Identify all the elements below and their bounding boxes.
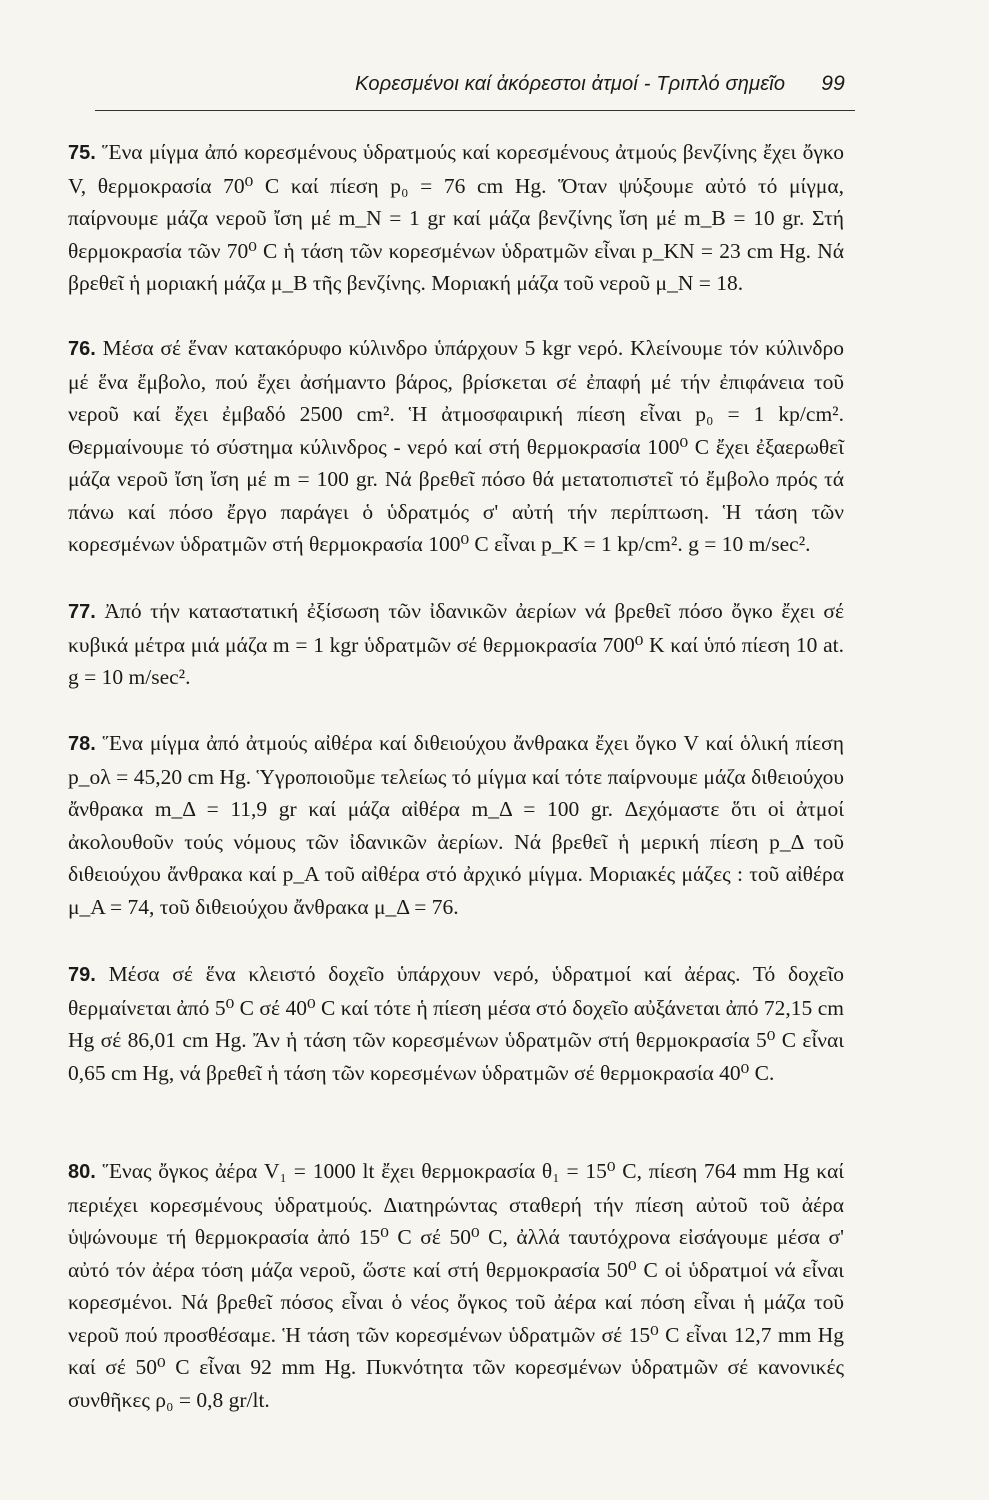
problem-number: 75. — [68, 142, 96, 164]
page-body — [68, 136, 844, 1459]
chapter-title: Κορεσμένοι καί ἀκόρεστοι ἀτμοί - Τριπλό σημεῖο — [355, 73, 786, 95]
problem-77 — [68, 595, 844, 726]
problem-79 — [68, 958, 844, 1154]
header-rule — [95, 110, 855, 111]
problem-text: Ἕνα μίγμα ἀπό ἀτμούς αἰθέρα καί διθειούχου ἄνθρακα ἔχει ὄγκο V καί ὁλική πίεση p_ολ = 45,20 cm Hg. Ὑγροποιοῦμε τελείως τό μίγμα καί τότε παίρνουμε μάζα διθειούχου ἄνθρακα m_Δ = 11,9 gr καί μάζα αἰθέρα m_Δ = 100 gr. Δεχόμαστε ὅτι οἱ ἀτμοί ἀκολουθοῦν τούς νόμους τῶν ἰδανικῶν ἀερίων. Νά βρεθεῖ ἡ μερική πίεση p_Δ τοῦ διθειούχου ἄνθρακα καί p_A τοῦ αἰθέρα στό ἀρχικό μίγμα. Μοριακές μάζες : τοῦ αἰθέρα μ_A = 74, τοῦ διθειούχου ἄνθρακα μ_Δ = 76. — [68, 731, 845, 919]
problem-76 — [68, 332, 844, 594]
problem-text: Ἀπό τήν καταστατική ἐξίσωση τῶν ἰδανικῶν ἀερίων νά βρεθεῖ πόσο ὄγκο ἔχει σέ κυβικά μέτρα μιά μάζα m = 1 kgr ὑδρατμῶν σέ θερμοκρασία 700⁰ K καί ὑπό πίεση 10 at. g = 10 m/sec². — [68, 599, 845, 689]
problem-80 — [68, 1155, 844, 1459]
problem-75 — [68, 136, 844, 331]
problem-78 — [68, 727, 844, 957]
problem-number: 76. — [68, 338, 96, 360]
problem-text: Ἕνα μίγμα ἀπό κορεσμένους ὑδρατμούς καί κορεσμένους ἀτμούς βενζίνης ἔχει ὄγκο V, θερμοκρασία 70⁰ C καί πίεση p₀ = 76 cm Hg. Ὅταν ψύξουμε αὐτό τό μίγμα, παίρνουμε μάζα νεροῦ ἴση μέ m_N = 1 gr καί μάζα βενζίνης ἴση μέ m_B = 10 gr. Στή θερμοκρασία τῶν 70⁰ C ἡ τάση τῶν κορεσμένων ὑδρατμῶν εἶναι p_KN = 23 cm Hg. Νά βρεθεῖ ἡ μοριακή μάζα μ_B τῆς βενζίνης. Μοριακή μάζα τοῦ νεροῦ μ_N = 18. — [68, 140, 845, 295]
problem-number: 77. — [68, 601, 96, 623]
problem-text: Μέσα σέ ἕνα κλειστό δοχεῖο ὑπάρχουν νερό, ὑδρατμοί καί ἀέρας. Τό δοχεῖο θερμαίνεται ἀπό 5⁰ C σέ 40⁰ C καί τότε ἡ πίεση μέσα στό δοχεῖο αὐξάνεται ἀπό 72,15 cm Hg σέ 86,01 cm Hg. Ἄν ἡ τάση τῶν κορεσμένων ὑδρατμῶν στή θερμοκρασία 5⁰ C εἶναι 0,65 cm Hg, νά βρεθεῖ ἡ τάση τῶν κορεσμένων ὑδρατμῶν σέ θερμοκρασία 40⁰ C. — [68, 962, 845, 1085]
problem-number: 79. — [68, 964, 96, 986]
page-number: 99 — [821, 72, 845, 95]
problem-number: 78. — [68, 733, 96, 755]
problem-text: Ἕνας ὄγκος ἀέρα V₁ = 1000 lt ἔχει θερμοκρασία θ₁ = 15⁰ C, πίεση 764 mm Hg καί περιέχει κορεσμένους ὑδρατμούς. Διατηρώντας σταθερή τήν πίεση αὐτοῦ τοῦ ἀέρα ὑψώνουμε τή θερμοκρασία ἀπό 15⁰ C σέ 50⁰ C, ἀλλά ταυτόχρονα εἰσάγουμε μέσα σ' αὐτό τόν ἀέρα τόση μάζα νεροῦ, ὥστε καί στή θερμοκρασία 50⁰ C οἱ ὑδρατμοί νά εἶναι κορεσμένοι. Νά βρεθεῖ πόσος εἶναι ὁ νέος ὄγκος τοῦ ἀέρα καί πόση εἶναι ἡ μάζα τοῦ νεροῦ πού προσθέσαμε. Ἡ τάση τῶν κορεσμένων ὑδρατμῶν σέ 15⁰ C εἶναι 12,7 mm Hg καί σέ 50⁰ C εἶναι 92 mm Hg. Πυκνότητα τῶν κορεσμένων ὑδρατμῶν σέ κανονικές συνθῆκες ρ₀ = 0,8 gr/lt. — [68, 1159, 845, 1412]
problem-text: Μέσα σέ ἕναν κατακόρυφο κύλινδρο ὑπάρχουν 5 kgr νερό. Κλείνουμε τόν κύλινδρο μέ ἕνα ἔμβολο, πού ἔχει ἀσήμαντο βάρος, βρίσκεται σέ ἐπαφή μέ τήν ἐπιφάνεια τοῦ νεροῦ καί ἔχει ἐμβαδό 2500 cm². Ἡ ἀτμοσφαιρική πίεση εἶναι p₀ = 1 kp/cm². Θερμαίνουμε τό σύστημα κύλινδρος - νερό καί στή θερμοκρασία 100⁰ C ἔχει ἐξαερωθεῖ μάζα νεροῦ ἴση ἴση μέ m = 100 gr. Νά βρεθεῖ πόσο θά μετατοπιστεῖ τό ἔμβολο πρός τά πάνω καί πόσο ἔργο παράγει ὁ ὑδρατμός σ' αὐτή τήν περίπτωση. Ἡ τάση τῶν κορεσμένων ὑδρατμῶν στή θερμοκρασία 100⁰ C εἶναι p_K = 1 kp/cm². g = 10 m/sec². — [68, 336, 844, 556]
running-header — [95, 72, 855, 96]
problem-number: 80. — [68, 1161, 96, 1183]
